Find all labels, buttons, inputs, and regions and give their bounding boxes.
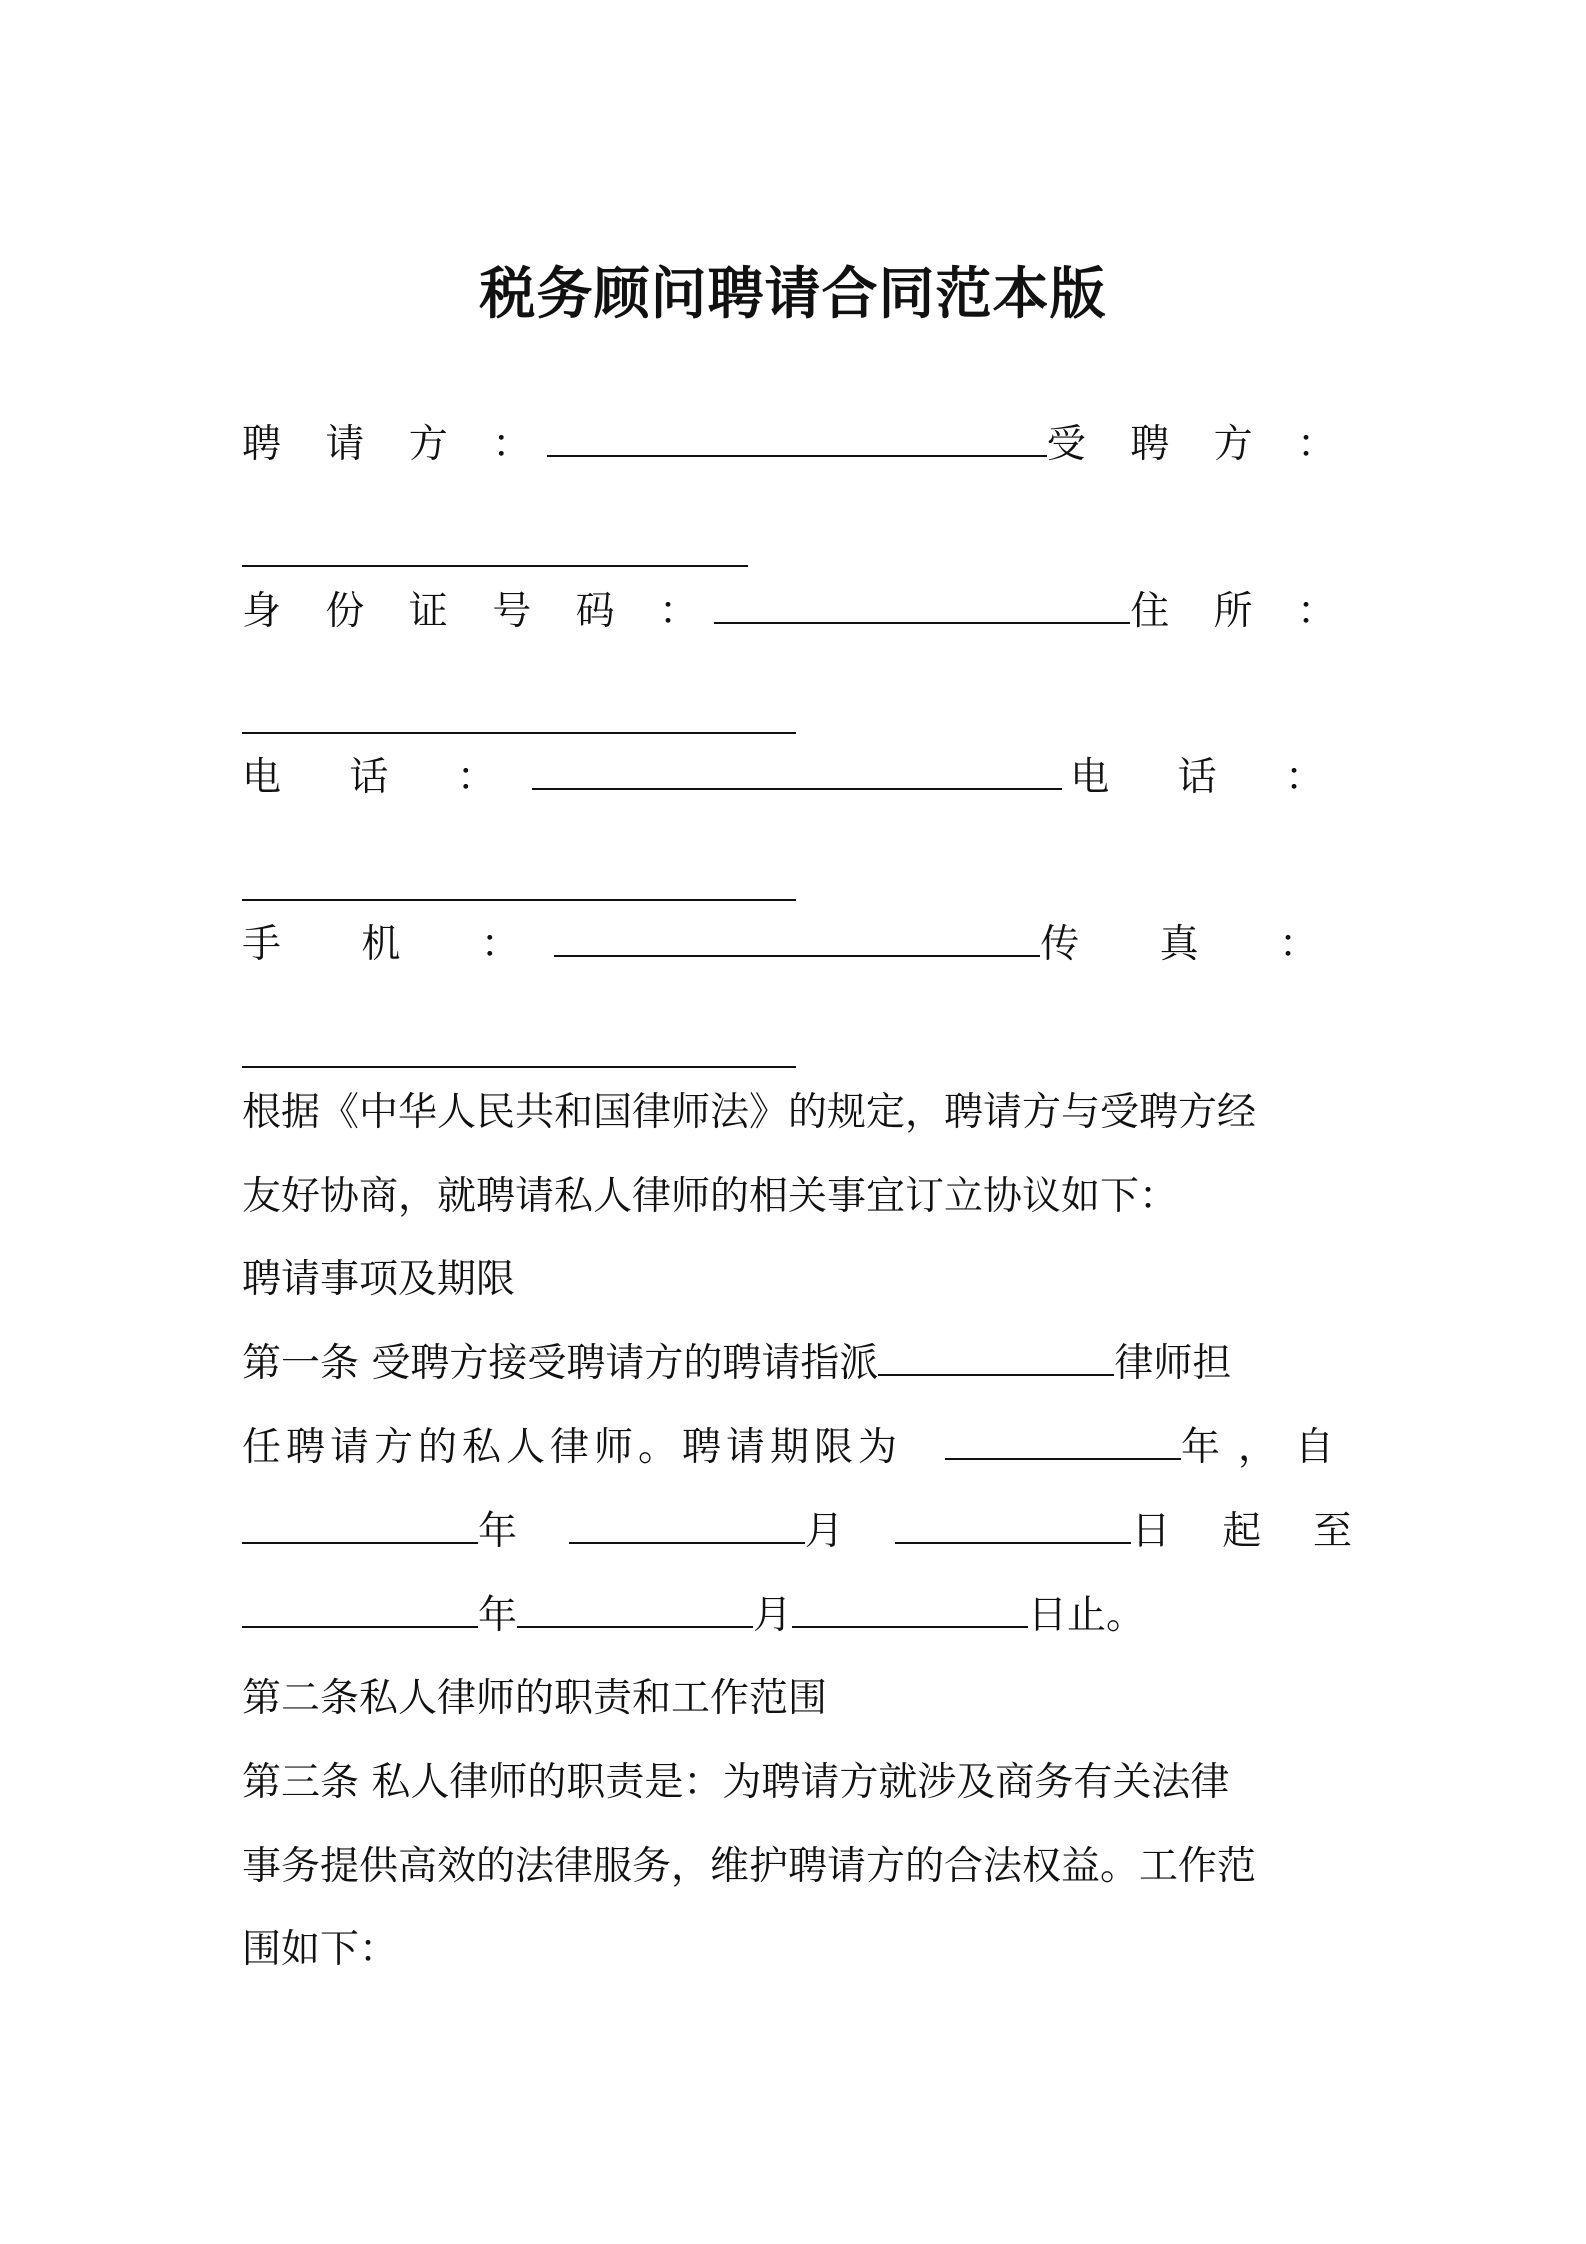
address-blank[interactable] <box>242 702 796 734</box>
lawyer-name-blank[interactable] <box>878 1344 1114 1376</box>
intro-line-1: 根据《中华人民共和国律师法》的规定，聘请方与受聘方经 <box>242 1090 1257 1135</box>
start-day-label: 日 <box>1131 1509 1171 1554</box>
field-row-id <box>242 587 1352 637</box>
end-day-label: 日止。 <box>1028 1593 1146 1638</box>
end-month-label: 月 <box>753 1593 793 1638</box>
field-row-phone <box>242 753 1352 803</box>
mobile-blank[interactable] <box>554 925 1040 957</box>
employee-blank[interactable] <box>242 535 748 567</box>
article-3-line-3: 围如下： <box>242 1927 399 1972</box>
fax-label: 传 真 ： <box>1040 922 1352 967</box>
section-heading: 聘请事项及期限 <box>242 1257 516 1302</box>
mobile-label: 手 机 ： <box>242 922 554 967</box>
phone-label-left: 电 话 ： <box>242 755 524 800</box>
end-month-blank[interactable] <box>517 1596 753 1628</box>
employee-blank-row <box>242 530 1352 580</box>
end-year-label: 年 <box>478 1593 518 1638</box>
phone-blank-right[interactable] <box>242 869 796 901</box>
phone-label-right: 电 话 ： <box>1070 755 1352 800</box>
address-blank-row <box>242 697 1352 747</box>
start-day-blank[interactable] <box>895 1512 1131 1544</box>
id-number-blank[interactable] <box>714 592 1130 624</box>
qi-label: 起 <box>1222 1509 1262 1554</box>
start-month-blank[interactable] <box>569 1512 805 1544</box>
article-1-text-c: 任聘请方的私人律师。聘请期限为 <box>242 1425 903 1470</box>
article-3-line-2: 事务提供高效的法律服务，维护聘请方的合法权益。工作范 <box>242 1844 1257 1889</box>
employer-label: 聘 请 方 ： <box>242 422 548 467</box>
fax-blank-row <box>242 1031 1352 1081</box>
address-label: 住 所 ： <box>1130 589 1352 634</box>
article-1-text-d: 年，自 <box>1180 1425 1352 1470</box>
document-title: 税务顾问聘请合同范本版 <box>479 262 1107 327</box>
start-month-label: 月 <box>804 1509 844 1554</box>
zhi-label: 至 <box>1312 1509 1352 1554</box>
article-1-text-a: 第一条 受聘方接受聘请方的聘请指派 <box>242 1341 879 1386</box>
id-number-label: 身 份 证 号 码 ： <box>242 589 714 634</box>
article-2: 第二条私人律师的职责和工作范围 <box>242 1676 828 1721</box>
end-year-blank[interactable] <box>242 1596 478 1628</box>
article-1-line-2 <box>242 1423 1352 1473</box>
article-1-text-b: 律师担 <box>1114 1341 1232 1386</box>
start-year-label: 年 <box>478 1509 518 1554</box>
article-3-line-1: 第三条 私人律师的职责是：为聘请方就涉及商务有关法律 <box>242 1760 1230 1805</box>
article-1-line-4 <box>242 1591 1352 1641</box>
field-row-employer <box>242 420 1352 470</box>
phone-blank-row <box>242 864 1352 914</box>
end-day-blank[interactable] <box>792 1596 1028 1628</box>
intro-line-2: 友好协商，就聘请私人律师的相关事宜订立协议如下： <box>242 1174 1179 1219</box>
employer-blank[interactable] <box>547 425 1047 457</box>
term-years-blank[interactable] <box>945 1428 1181 1460</box>
employee-label: 受 聘 方 ： <box>1046 422 1352 467</box>
article-1-line-1 <box>242 1339 1352 1389</box>
fax-blank[interactable] <box>242 1036 796 1068</box>
phone-blank-left[interactable] <box>532 758 1062 790</box>
field-row-mobile <box>242 920 1352 970</box>
article-1-line-3 <box>242 1507 1352 1557</box>
start-year-blank[interactable] <box>242 1512 478 1544</box>
